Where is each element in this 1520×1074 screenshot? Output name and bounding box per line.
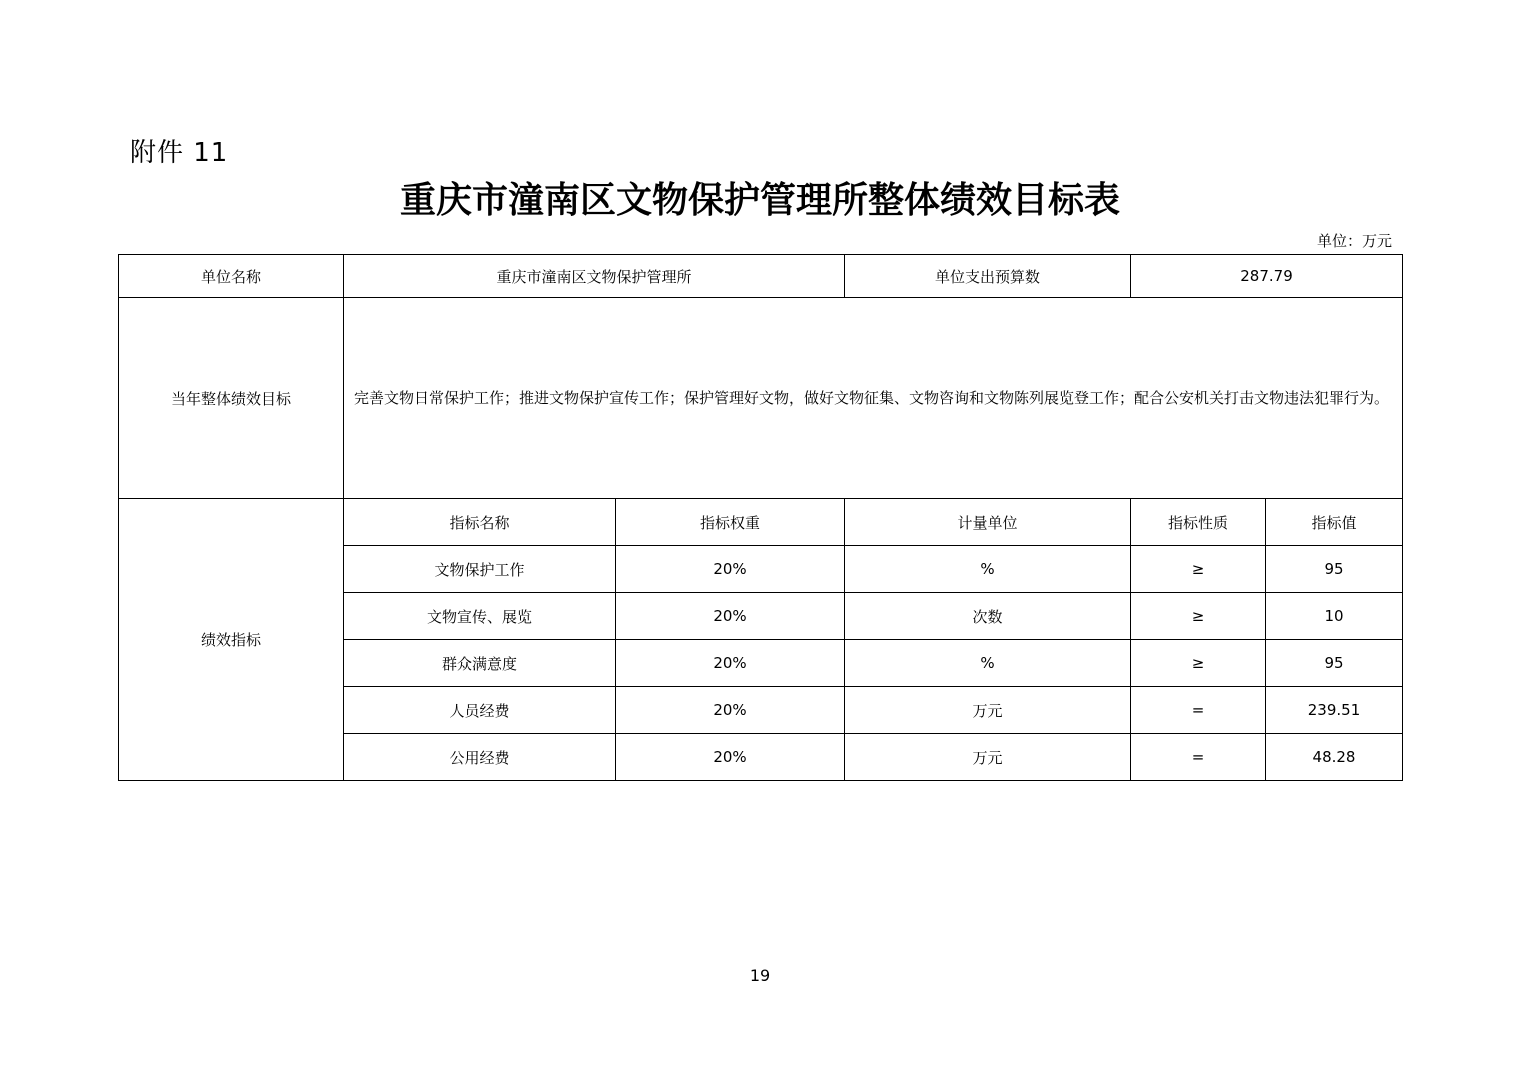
unit-name-value: 重庆市潼南区文物保护管理所	[344, 255, 845, 298]
indicator-name: 公用经费	[344, 734, 616, 781]
indicator-value: 10	[1266, 593, 1403, 640]
column-header: 指标名称	[344, 499, 616, 546]
indicator-unit: %	[845, 640, 1131, 687]
column-header: 指标权重	[616, 499, 845, 546]
indicator-name: 群众满意度	[344, 640, 616, 687]
indicator-nature: =	[1131, 687, 1266, 734]
indicator-weight: 20%	[616, 640, 845, 687]
indicator-nature: =	[1131, 734, 1266, 781]
annual-goal-row	[119, 298, 1403, 499]
indicator-value: 95	[1266, 546, 1403, 593]
indicator-nature: ≥	[1131, 593, 1266, 640]
indicator-unit: %	[845, 546, 1131, 593]
annual-goal-text: 完善文物日常保护工作；推进文物保护宣传工作；保护管理好文物，做好文物征集、文物咨询和文物陈列展览登工作；配合公安机关打击文物违法犯罪行为。	[344, 298, 1403, 499]
indicator-nature: ≥	[1131, 546, 1266, 593]
indicator-nature: ≥	[1131, 640, 1266, 687]
column-header: 指标性质	[1131, 499, 1266, 546]
indicator-name: 人员经费	[344, 687, 616, 734]
header-row	[119, 255, 1403, 298]
budget-label: 单位支出预算数	[845, 255, 1131, 298]
indicator-unit: 万元	[845, 734, 1131, 781]
column-header: 计量单位	[845, 499, 1131, 546]
indicators-label: 绩效指标	[119, 499, 344, 781]
indicator-weight: 20%	[616, 734, 845, 781]
annual-goal-label: 当年整体绩效目标	[119, 298, 344, 499]
indicator-weight: 20%	[616, 687, 845, 734]
unit-name-label: 单位名称	[119, 255, 344, 298]
column-header: 指标值	[1266, 499, 1403, 546]
page-title: 重庆市潼南区文物保护管理所整体绩效目标表	[399, 179, 1120, 221]
indicator-name: 文物宣传、展览	[344, 593, 616, 640]
indicator-weight: 20%	[616, 593, 845, 640]
indicator-header-row	[119, 499, 1403, 546]
indicator-unit: 万元	[845, 687, 1131, 734]
unit-note: 单位：万元	[1316, 232, 1392, 250]
indicator-unit: 次数	[845, 593, 1131, 640]
page-number: 19	[749, 966, 771, 985]
indicator-name: 文物保护工作	[344, 546, 616, 593]
performance-target-table	[118, 254, 1403, 781]
indicator-value: 48.28	[1266, 734, 1403, 781]
indicator-weight: 20%	[616, 546, 845, 593]
attachment-label: 附件 11	[130, 138, 229, 168]
budget-value: 287.79	[1131, 255, 1403, 298]
indicator-value: 95	[1266, 640, 1403, 687]
indicator-value: 239.51	[1266, 687, 1403, 734]
